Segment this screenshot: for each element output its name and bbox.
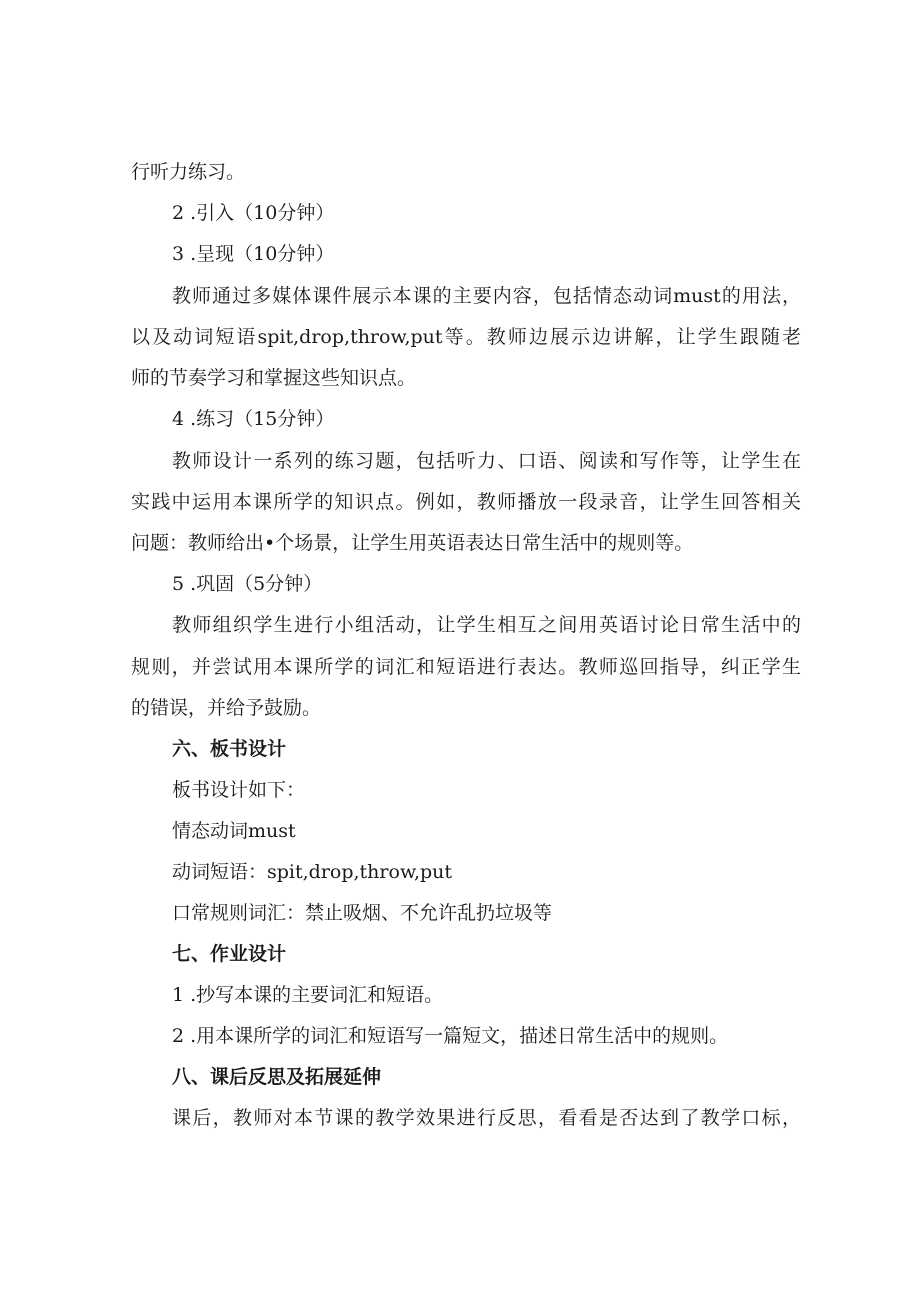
paragraph-line: 规则，并尝试用本课所学的词汇和短语进行表达。教师巡回指导，纠正学生 — [131, 656, 801, 678]
paragraph-line: 板书设计如下： — [172, 779, 306, 801]
list-item-homework-1: 1 .抄写本课的主要词汇和短语。 — [172, 984, 444, 1006]
list-item-presentation: 3 .呈现（10分钟） — [172, 243, 335, 265]
list-item-intro: 2 .引入（10分钟） — [172, 202, 335, 224]
paragraph-line: 课后，教师对本节课的教学效果进行反思，看看是否达到了教学口标， — [172, 1107, 801, 1129]
paragraph-line: 教师组织学生进行小组活动，让学生相互之间用英语讨论日常生活中的 — [172, 614, 801, 636]
list-item-consolidation: 5 .巩固（5分钟） — [172, 573, 323, 595]
section-heading-homework: 七、作业设计 — [172, 943, 287, 965]
paragraph-line: 口常规则词汇：禁止吸烟、不允许乱扔垃圾等 — [172, 902, 553, 924]
paragraph-line: 教师通过多媒体课件展示本课的主要内容，包括情态动词must的用法， — [172, 285, 801, 307]
paragraph-line: 行听力练习。 — [131, 161, 246, 183]
paragraph-line: 问题：教师给出•个场景，让学生用英语表达日常生活中的规则等。 — [131, 532, 694, 554]
paragraph-line: 师的节奏学习和掌握这些知识点。 — [131, 367, 417, 389]
paragraph-line: 实践中运用本课所学的知识点。例如，教师播放一段录音，让学生回答相关 — [131, 491, 801, 513]
paragraph-line: 情态动词must — [172, 820, 296, 842]
paragraph-line: 教师设计一系列的练习题，包括听力、口语、阅读和写作等，让学生在 — [172, 450, 801, 472]
list-item-homework-2: 2 .用本课所学的词汇和短语写一篇短文，描述日常生活中的规则。 — [172, 1025, 729, 1047]
section-heading-board-design: 六、板书设计 — [172, 738, 287, 760]
section-heading-reflection: 八、课后反思及拓展延伸 — [172, 1066, 382, 1088]
list-item-practice: 4 .练习（15分钟） — [172, 408, 335, 430]
paragraph-line: 以及动词短语spit,drop,throw,put等。教师边展示边讲解，让学生跟随老 — [131, 326, 801, 348]
paragraph-line: 动词短语：spit,drop,throw,put — [172, 861, 453, 883]
paragraph-line: 的错误，并给予鼓励。 — [131, 697, 322, 719]
